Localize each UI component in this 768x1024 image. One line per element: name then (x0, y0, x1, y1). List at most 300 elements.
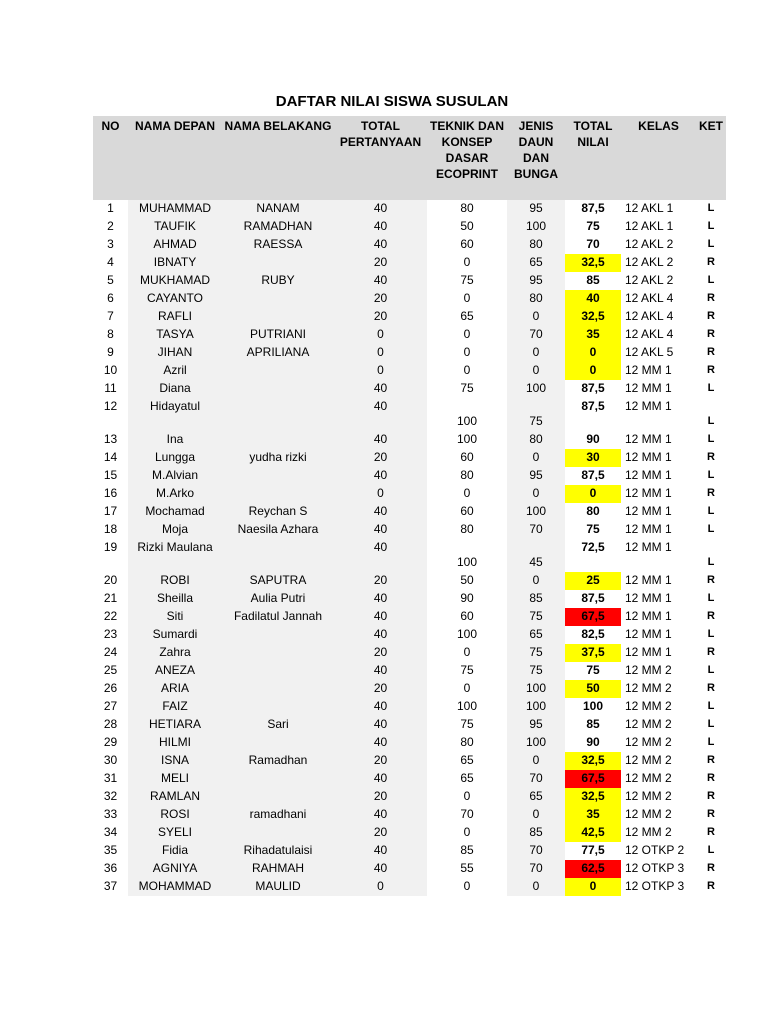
cell-teknik: 55 (460, 861, 474, 875)
cell-nama-depan: TAUFIK (128, 218, 222, 236)
cell-kelas: 12 MM 1 (625, 468, 672, 482)
cell-jenis-daun: 0 (507, 308, 565, 326)
cell-total-nilai: 75 (586, 663, 600, 677)
cell-jenis-daun: 100 (507, 698, 565, 716)
cell-total-nilai: 62,5 (565, 860, 621, 878)
cell-total-pertanyaan: 40 (334, 716, 427, 734)
cell-kelas: 12 MM 1 (625, 591, 672, 605)
table-row (93, 272, 726, 290)
cell-nama-belakang (222, 467, 334, 485)
cell-jenis-daun: 100 (507, 380, 565, 398)
cell-kelas: 12 AKL 4 (625, 309, 674, 323)
table-row (93, 485, 726, 503)
cell-nama-belakang (222, 380, 334, 398)
cell-no: 3 (107, 237, 114, 251)
cell-total-nilai: 90 (586, 735, 600, 749)
cell-kelas: 12 MM 1 (625, 363, 672, 377)
cell-nama-depan: Lungga (128, 449, 222, 467)
cell-total-pertanyaan: 0 (334, 326, 427, 344)
cell-teknik: 80 (460, 468, 474, 482)
cell-teknik: 80 (460, 201, 474, 215)
cell-ket: R (707, 790, 715, 802)
cell-total-nilai: 42,5 (565, 824, 621, 842)
cell-no: 35 (103, 843, 118, 857)
cell-jenis-daun: 100 (507, 503, 565, 521)
cell-total-nilai: 67,5 (565, 770, 621, 788)
table-row (93, 788, 726, 806)
cell-kelas: 12 MM 1 (625, 645, 672, 659)
cell-jenis-daun: 95 (507, 716, 565, 734)
cell-kelas: 12 MM 1 (625, 609, 672, 623)
cell-jenis-daun: 80 (507, 290, 565, 308)
cell-ket: R (707, 772, 715, 784)
cell-kelas: 12 MM 1 (625, 450, 672, 464)
header-jenis-daun: JENIS DAUN DAN BUNGA (507, 116, 565, 200)
cell-ket: R (707, 862, 715, 874)
cell-ket: R (707, 346, 715, 358)
cell-total-pertanyaan: 40 (334, 380, 427, 398)
cell-total-nilai: 72,5 (581, 540, 605, 554)
table-row (93, 770, 726, 788)
cell-total-pertanyaan: 40 (334, 842, 427, 860)
cell-nama-depan: IBNATY (128, 254, 222, 272)
cell-teknik: 75 (460, 381, 474, 395)
cell-nama-depan: ISNA (128, 752, 222, 770)
cell-total-nilai: 37,5 (565, 644, 621, 662)
header-total-pertanyaan: TOTAL PERTANYAAN (334, 116, 427, 200)
cell-total-nilai: 70 (586, 237, 600, 251)
cell-ket: L (707, 736, 715, 748)
cell-total-nilai: 87,5 (581, 381, 605, 395)
cell-jenis-daun: 70 (507, 860, 565, 878)
cell-kelas: 12 AKL 4 (625, 327, 674, 341)
cell-total-pertanyaan: 40 (334, 200, 427, 218)
cell-jenis-daun: 70 (507, 521, 565, 539)
cell-no: 18 (103, 522, 118, 536)
cell-teknik: 65 (460, 771, 474, 785)
cell-teknik: 75 (460, 663, 474, 677)
cell-jenis-daun: 100 (507, 218, 565, 236)
cell-jenis-daun: 0 (507, 752, 565, 770)
cell-nama-belakang (222, 734, 334, 752)
cell-total-pertanyaan: 40 (334, 236, 427, 254)
table-row (93, 308, 726, 326)
cell-total-pertanyaan: 40 (334, 431, 427, 449)
grades-table (93, 116, 726, 896)
table-row (93, 431, 726, 449)
cell-jenis-daun: 70 (507, 842, 565, 860)
cell-ket: L (707, 700, 715, 712)
cell-kelas: 12 AKL 5 (625, 345, 674, 359)
cell-nama-depan: Rizki Maulana (128, 539, 222, 572)
table-row (93, 503, 726, 521)
cell-ket: R (707, 826, 715, 838)
cell-total-nilai: 67,5 (565, 608, 621, 626)
cell-nama-belakang (222, 398, 334, 431)
cell-total-pertanyaan: 40 (334, 770, 427, 788)
table-row (93, 626, 726, 644)
cell-nama-belakang: SAPUTRA (222, 572, 334, 590)
page-title: DAFTAR NILAI SISWA SUSULAN (275, 93, 509, 110)
cell-jenis-daun: 75 (507, 662, 565, 680)
cell-total-pertanyaan: 40 (334, 608, 427, 626)
cell-ket: R (707, 610, 715, 622)
cell-nama-depan: HILMI (128, 734, 222, 752)
cell-nama-belakang: ramadhani (222, 806, 334, 824)
header-total-nilai: TOTAL NILAI (565, 116, 621, 200)
cell-teknik: 85 (460, 843, 474, 857)
cell-teknik: 0 (463, 645, 471, 659)
cell-kelas: 12 MM 1 (625, 504, 672, 518)
cell-nama-belakang (222, 770, 334, 788)
table-row (93, 842, 726, 860)
cell-nama-depan: Sumardi (128, 626, 222, 644)
cell-jenis-daun: 70 (507, 326, 565, 344)
cell-total-pertanyaan: 20 (334, 644, 427, 662)
cell-no: 36 (103, 861, 118, 875)
cell-no: 11 (104, 381, 117, 395)
table-row (93, 590, 726, 608)
cell-teknik: 80 (460, 522, 474, 536)
cell-nama-belakang (222, 698, 334, 716)
cell-nama-belakang: NANAM (222, 200, 334, 218)
cell-nama-depan: Ina (128, 431, 222, 449)
cell-teknik: 75 (460, 273, 474, 287)
cell-no: 12 (103, 399, 118, 413)
cell-ket: R (707, 364, 715, 376)
cell-total-nilai: 82,5 (581, 627, 605, 641)
cell-ket: L (707, 274, 715, 286)
cell-total-pertanyaan: 20 (334, 308, 427, 326)
cell-nama-belakang (222, 644, 334, 662)
cell-no: 34 (103, 825, 118, 839)
cell-jenis-daun: 95 (507, 200, 565, 218)
cell-no: 22 (103, 609, 118, 623)
cell-total-pertanyaan: 40 (334, 467, 427, 485)
cell-jenis-daun: 70 (507, 770, 565, 788)
cell-jenis-daun: 80 (507, 236, 565, 254)
cell-ket: L (707, 718, 715, 730)
cell-total-pertanyaan: 40 (334, 539, 427, 572)
cell-jenis-daun: 45 (507, 539, 565, 572)
cell-no: 23 (103, 627, 118, 641)
cell-ket: L (707, 664, 715, 676)
cell-nama-belakang (222, 290, 334, 308)
cell-nama-belakang (222, 254, 334, 272)
cell-total-nilai: 77,5 (581, 843, 605, 857)
cell-no: 28 (103, 717, 118, 731)
header-teknik: TEKNIK DAN KONSEP DASAR ECOPRINT (427, 116, 507, 200)
table-row (93, 572, 726, 590)
cell-total-pertanyaan: 40 (334, 662, 427, 680)
cell-jenis-daun: 0 (507, 449, 565, 467)
cell-teknik: 60 (460, 504, 474, 518)
cell-teknik: 75 (460, 717, 474, 731)
cell-teknik: 60 (460, 609, 474, 623)
cell-jenis-daun: 95 (507, 272, 565, 290)
table-row (93, 824, 726, 842)
cell-no: 16 (103, 486, 118, 500)
table-row (93, 878, 726, 896)
cell-total-nilai: 80 (586, 504, 600, 518)
cell-teknik: 65 (460, 753, 474, 767)
table-row (93, 449, 726, 467)
cell-jenis-daun: 75 (507, 398, 565, 431)
cell-teknik: 60 (460, 237, 474, 251)
cell-total-pertanyaan: 40 (334, 590, 427, 608)
cell-total-nilai: 32,5 (565, 308, 621, 326)
cell-no: 27 (103, 699, 118, 713)
cell-no: 10 (103, 363, 118, 377)
cell-no: 26 (103, 681, 118, 695)
cell-teknik: 50 (460, 219, 474, 233)
cell-jenis-daun: 75 (507, 644, 565, 662)
cell-kelas: 12 MM 2 (625, 825, 672, 839)
cell-nama-belakang: PUTRIANI (222, 326, 334, 344)
cell-nama-belakang: RUBY (222, 272, 334, 290)
cell-nama-depan: ARIA (128, 680, 222, 698)
cell-total-nilai: 50 (565, 680, 621, 698)
cell-ket: L (707, 220, 715, 232)
cell-jenis-daun: 75 (507, 608, 565, 626)
cell-teknik: 100 (456, 699, 478, 713)
cell-nama-depan: Fidia (128, 842, 222, 860)
cell-ket: R (707, 310, 715, 322)
cell-no: 31 (103, 771, 118, 785)
cell-kelas: 12 AKL 2 (625, 237, 674, 251)
cell-teknik: 0 (463, 345, 471, 359)
cell-kelas: 12 AKL 2 (625, 273, 674, 287)
cell-nama-depan: ANEZA (128, 662, 222, 680)
cell-teknik: 0 (463, 327, 471, 341)
cell-total-pertanyaan: 20 (334, 449, 427, 467)
cell-jenis-daun: 95 (507, 467, 565, 485)
cell-total-nilai: 87,5 (581, 591, 605, 605)
cell-ket: R (707, 682, 715, 694)
cell-nama-belakang: Rihadatulaisi (222, 842, 334, 860)
cell-nama-belakang: MAULID (222, 878, 334, 896)
header-nama-depan: NAMA DEPAN (128, 116, 222, 200)
cell-teknik: 50 (460, 573, 474, 587)
cell-total-pertanyaan: 20 (334, 824, 427, 842)
table-row (93, 236, 726, 254)
cell-teknik: 0 (463, 789, 471, 803)
cell-total-nilai: 32,5 (565, 752, 621, 770)
cell-total-nilai: 87,5 (581, 399, 605, 413)
cell-no: 24 (103, 645, 118, 659)
cell-ket: L (707, 844, 715, 856)
cell-jenis-daun: 65 (507, 788, 565, 806)
cell-no: 33 (103, 807, 118, 821)
cell-total-pertanyaan: 20 (334, 572, 427, 590)
cell-no: 2 (107, 219, 114, 233)
cell-total-pertanyaan: 20 (334, 752, 427, 770)
cell-total-nilai: 32,5 (565, 788, 621, 806)
cell-nama-depan: MOHAMMAD (128, 878, 222, 896)
table-row (93, 662, 726, 680)
cell-nama-depan: Sheilla (128, 590, 222, 608)
cell-jenis-daun: 80 (507, 431, 565, 449)
table-row (93, 752, 726, 770)
cell-no: 17 (103, 504, 118, 518)
cell-no: 15 (103, 468, 118, 482)
cell-nama-belakang: yudha rizki (222, 449, 334, 467)
table-row (93, 290, 726, 308)
cell-kelas: 12 MM 2 (625, 717, 672, 731)
cell-total-pertanyaan: 40 (334, 503, 427, 521)
table-row (93, 200, 726, 218)
table-row (93, 326, 726, 344)
cell-total-nilai: 0 (565, 485, 621, 503)
cell-kelas: 12 MM 2 (625, 753, 672, 767)
cell-nama-depan: Hidayatul (128, 398, 222, 431)
cell-teknik: 60 (460, 450, 474, 464)
table-row (93, 218, 726, 236)
cell-nama-depan: Diana (128, 380, 222, 398)
cell-nama-depan: RAFLI (128, 308, 222, 326)
cell-nama-depan: MUHAMMAD (128, 200, 222, 218)
header-ket: KET (696, 116, 726, 200)
cell-kelas: 12 MM 1 (625, 522, 672, 536)
cell-no: 21 (103, 591, 118, 605)
cell-nama-belakang: Aulia Putri (222, 590, 334, 608)
cell-jenis-daun: 0 (507, 572, 565, 590)
cell-total-pertanyaan: 20 (334, 254, 427, 272)
table-row (93, 698, 726, 716)
table-row (93, 539, 726, 572)
cell-ket: R (707, 754, 715, 766)
cell-total-pertanyaan: 0 (334, 485, 427, 503)
cell-ket: L (707, 238, 715, 250)
table-row (93, 467, 726, 485)
cell-total-nilai: 75 (586, 219, 600, 233)
cell-total-pertanyaan: 20 (334, 680, 427, 698)
cell-ket: L (707, 592, 715, 604)
cell-teknik: 0 (463, 291, 471, 305)
cell-total-nilai: 100 (582, 699, 604, 713)
cell-nama-depan: Siti (128, 608, 222, 626)
cell-total-nilai: 85 (586, 717, 600, 731)
cell-no: 4 (107, 255, 114, 269)
cell-teknik: 90 (460, 591, 474, 605)
cell-teknik: 70 (460, 807, 474, 821)
cell-no: 32 (103, 789, 118, 803)
cell-nama-belakang: RAESSA (222, 236, 334, 254)
cell-nama-depan: M.Alvian (128, 467, 222, 485)
cell-total-pertanyaan: 40 (334, 272, 427, 290)
cell-kelas: 12 AKL 1 (625, 201, 674, 215)
cell-nama-belakang (222, 788, 334, 806)
cell-nama-depan: ROSI (128, 806, 222, 824)
cell-total-nilai: 0 (565, 878, 621, 896)
cell-kelas: 12 MM 2 (625, 699, 672, 713)
cell-total-pertanyaan: 40 (334, 398, 427, 431)
cell-total-nilai: 30 (565, 449, 621, 467)
cell-ket: R (707, 451, 715, 463)
table-row (93, 860, 726, 878)
cell-kelas: 12 MM 1 (625, 486, 672, 500)
cell-ket: L (707, 556, 715, 568)
cell-nama-depan: TASYA (128, 326, 222, 344)
cell-teknik: 0 (463, 681, 471, 695)
cell-total-pertanyaan: 20 (334, 290, 427, 308)
cell-total-pertanyaan: 40 (334, 734, 427, 752)
cell-kelas: 12 OTKP 2 (625, 843, 685, 857)
cell-total-nilai: 75 (586, 522, 600, 536)
cell-jenis-daun: 85 (507, 590, 565, 608)
cell-teknik: 0 (463, 255, 471, 269)
cell-nama-belakang (222, 626, 334, 644)
cell-total-nilai: 35 (565, 326, 621, 344)
header-row (93, 116, 726, 200)
table-row (93, 398, 726, 431)
cell-teknik: 100 (456, 555, 478, 569)
cell-kelas: 12 MM 2 (625, 771, 672, 785)
cell-teknik: 100 (456, 414, 478, 428)
cell-nama-belakang (222, 308, 334, 326)
cell-nama-depan: JIHAN (128, 344, 222, 362)
cell-nama-belakang (222, 539, 334, 572)
cell-total-pertanyaan: 40 (334, 218, 427, 236)
cell-nama-belakang: RAMADHAN (222, 218, 334, 236)
cell-ket: R (707, 646, 715, 658)
cell-teknik: 0 (463, 486, 471, 500)
cell-teknik: 100 (456, 432, 478, 446)
table-row (93, 380, 726, 398)
cell-nama-belakang (222, 824, 334, 842)
cell-no: 30 (103, 753, 118, 767)
header-nama-belakang: NAMA BELAKANG (222, 116, 334, 200)
cell-no: 13 (103, 432, 118, 446)
cell-no: 9 (107, 345, 114, 359)
cell-nama-depan: CAYANTO (128, 290, 222, 308)
cell-nama-belakang (222, 485, 334, 503)
cell-nama-belakang: APRILIANA (222, 344, 334, 362)
cell-total-pertanyaan: 0 (334, 344, 427, 362)
cell-nama-belakang (222, 662, 334, 680)
cell-kelas: 12 AKL 2 (625, 255, 674, 269)
cell-nama-depan: HETIARA (128, 716, 222, 734)
cell-nama-belakang: RAHMAH (222, 860, 334, 878)
cell-nama-belakang (222, 362, 334, 380)
cell-no: 37 (103, 879, 118, 893)
cell-ket: L (707, 628, 715, 640)
cell-total-nilai: 0 (565, 362, 621, 380)
cell-ket: L (707, 382, 715, 394)
cell-kelas: 12 MM 1 (625, 432, 672, 446)
cell-jenis-daun: 0 (507, 878, 565, 896)
cell-no: 8 (107, 327, 114, 341)
cell-no: 29 (103, 735, 118, 749)
cell-kelas: 12 MM 1 (625, 381, 672, 395)
cell-total-pertanyaan: 0 (334, 878, 427, 896)
cell-jenis-daun: 100 (507, 734, 565, 752)
cell-teknik: 65 (460, 309, 474, 323)
cell-jenis-daun: 65 (507, 254, 565, 272)
cell-ket: R (707, 328, 715, 340)
header-no: NO (93, 116, 128, 200)
cell-teknik: 100 (456, 627, 478, 641)
cell-nama-depan: Azril (128, 362, 222, 380)
cell-ket: R (707, 574, 715, 586)
cell-nama-belakang: Reychan S (222, 503, 334, 521)
cell-teknik: 80 (460, 735, 474, 749)
cell-teknik: 0 (463, 363, 471, 377)
cell-nama-belakang (222, 431, 334, 449)
cell-nama-depan: Moja (128, 521, 222, 539)
cell-kelas: 12 MM 2 (625, 681, 672, 695)
cell-kelas: 12 MM 2 (625, 735, 672, 749)
